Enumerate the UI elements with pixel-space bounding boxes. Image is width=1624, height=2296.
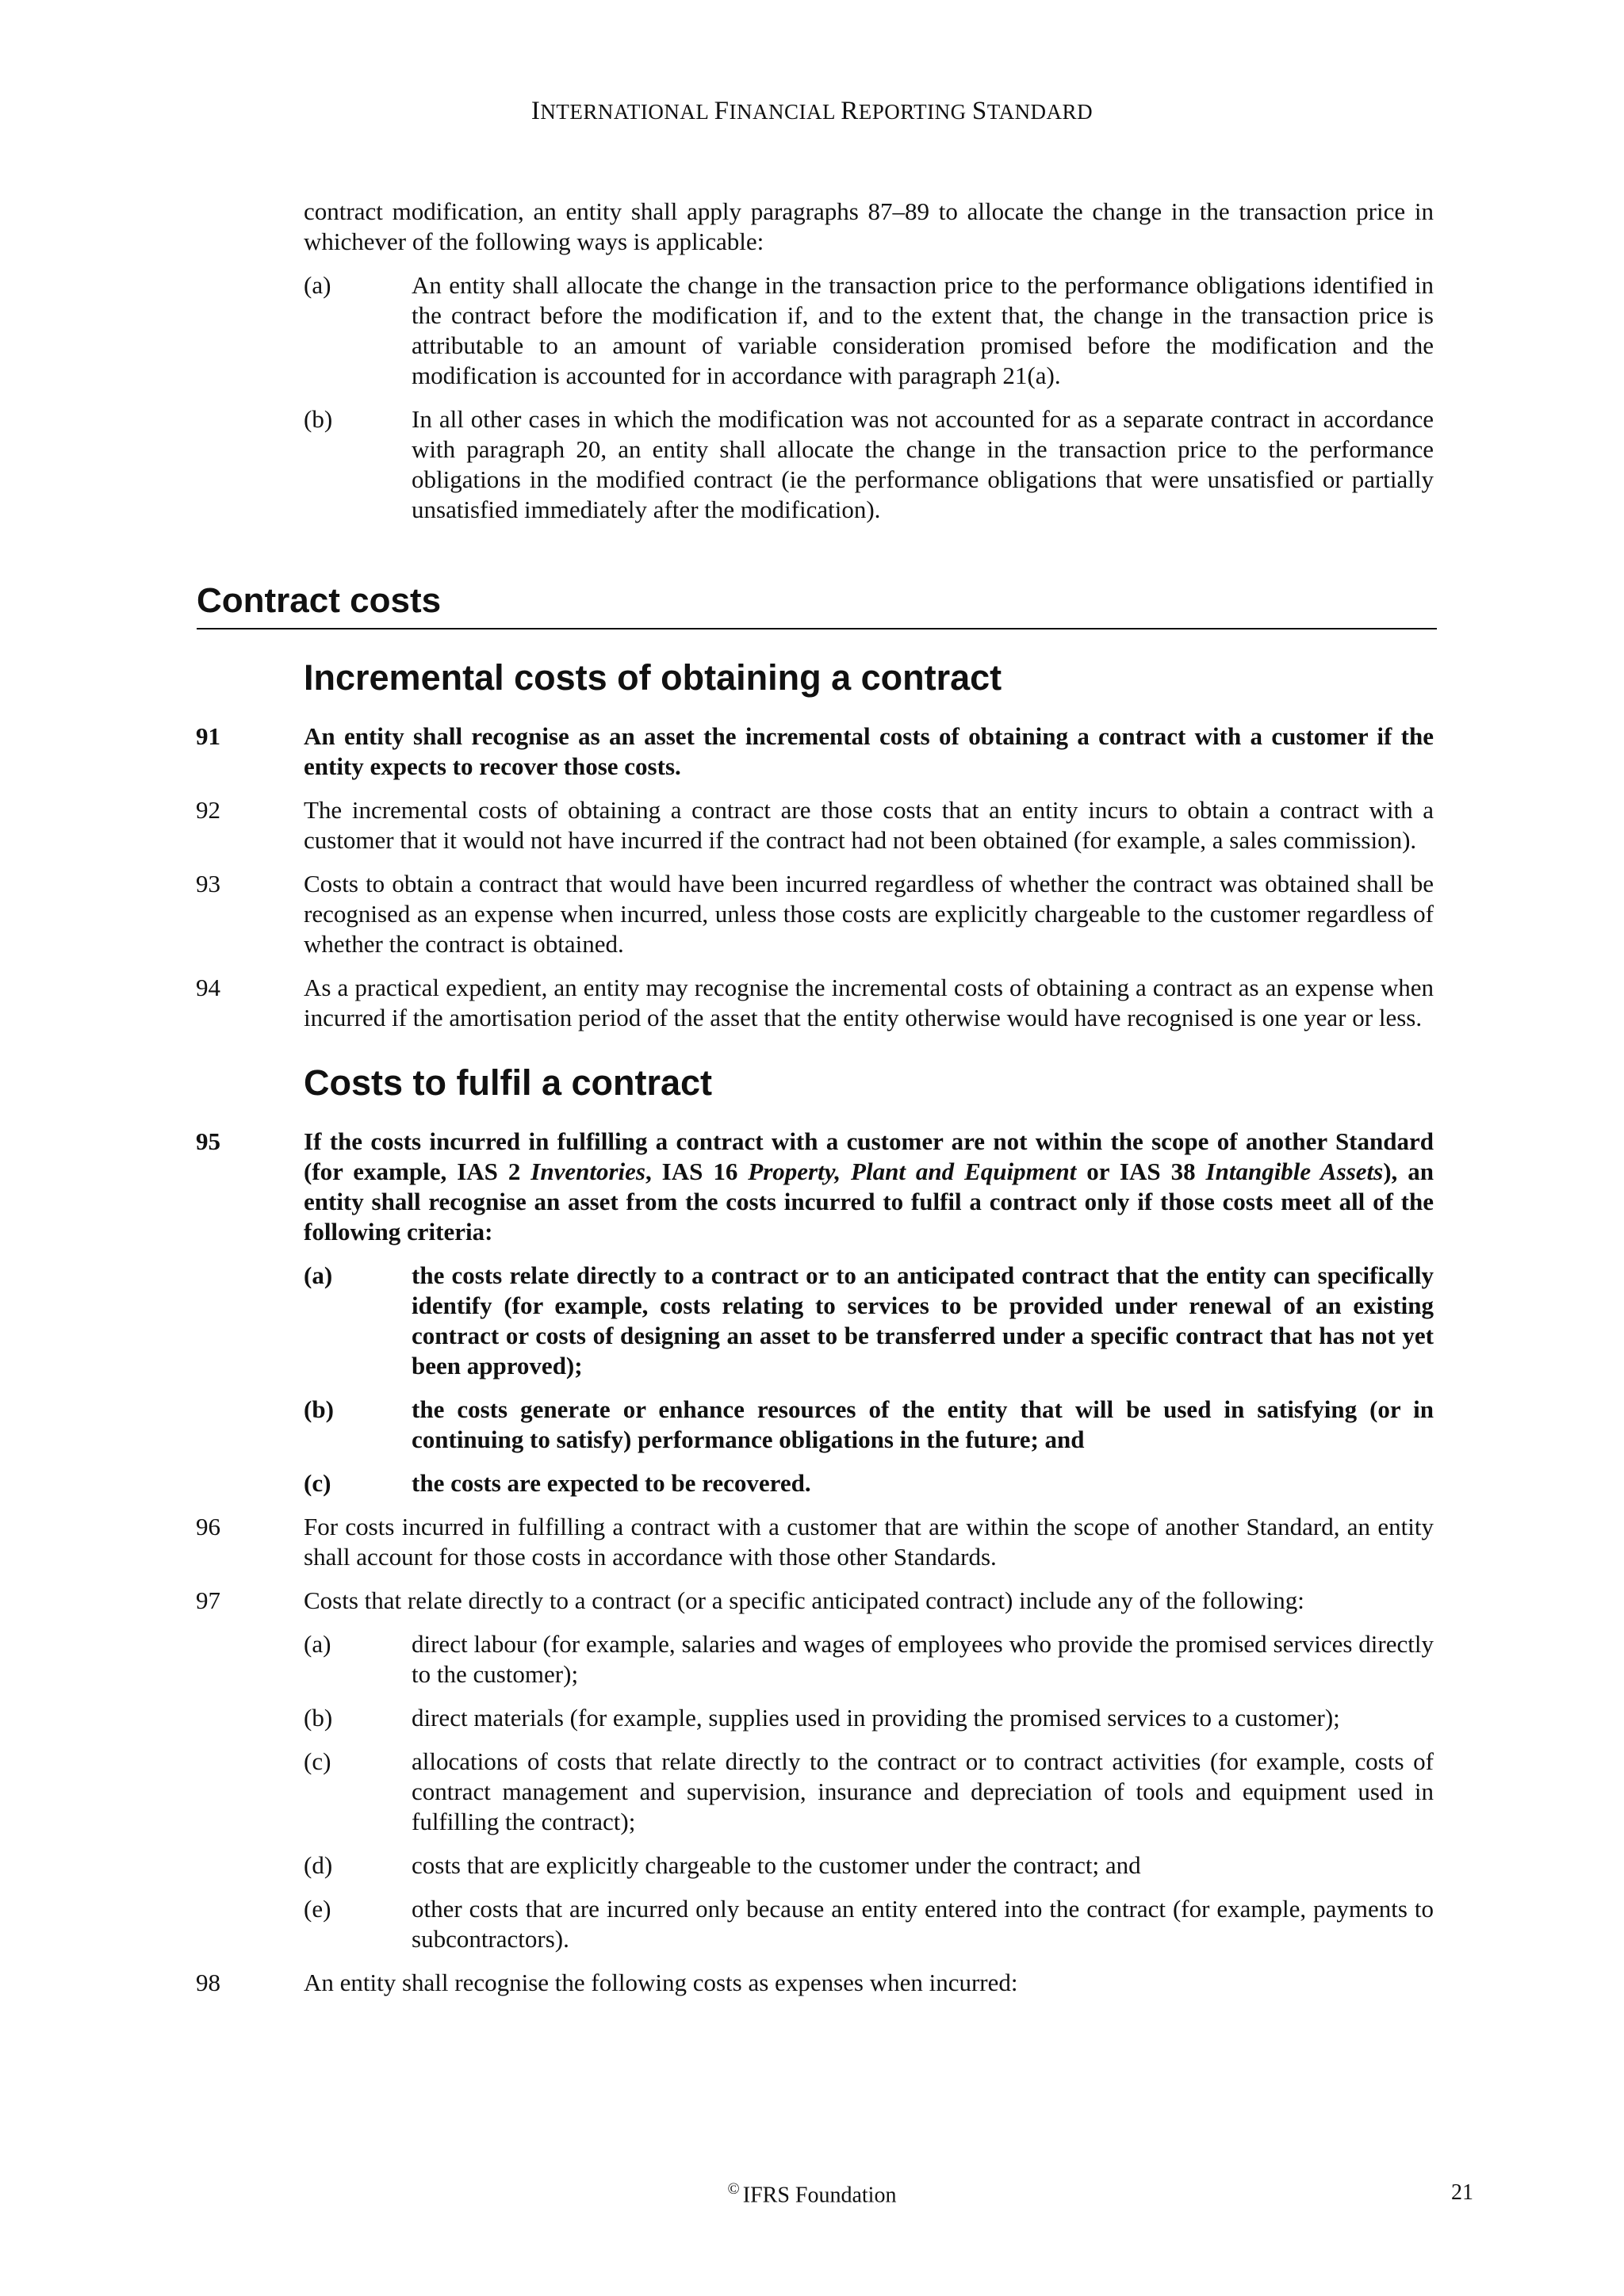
intro-paragraph: contract modification, an entity shall apply paragraphs 87–89 to allocate the change in the transaction price in whichever of the following ways is applicable: bbox=[304, 197, 1434, 255]
p97-item-c bbox=[304, 1747, 1434, 1837]
item-label: (d) bbox=[304, 1851, 333, 1879]
p97-item-a bbox=[304, 1629, 1434, 1689]
item-label: (b) bbox=[304, 1704, 333, 1732]
header-word-2: INANCIAL bbox=[729, 100, 835, 124]
item-text: the costs are expected to be recovered. bbox=[412, 1469, 811, 1497]
item-label: (a) bbox=[304, 1261, 333, 1289]
item-label: (c) bbox=[304, 1469, 331, 1497]
header-initial-2: F bbox=[714, 97, 730, 125]
paragraph-text-part: If the costs incurred in fulfilling a contract with a customer are not within the scope of another Standard (for example, IAS 2 bbox=[304, 1127, 1434, 1185]
intro-item-a bbox=[304, 270, 1434, 391]
paragraph-96 bbox=[196, 1512, 1434, 1572]
header-word-4: TANDARD bbox=[986, 100, 1094, 124]
header-word-3: EPORTING bbox=[858, 100, 967, 124]
item-label: (a) bbox=[304, 1630, 331, 1658]
paragraph-95 bbox=[196, 1127, 1434, 1247]
paragraph-number: 97 bbox=[196, 1586, 220, 1614]
item-text: allocations of costs that relate directly to the contract or to contract activities (for example, costs of contract management and supervision, insurance and depreciation of tools and equipment used in fulfilling the contract); bbox=[412, 1747, 1434, 1835]
standard-title: Inventories bbox=[530, 1158, 645, 1185]
paragraph-text: Costs to obtain a contract that would have been incurred regardless of whether the contract was obtained shall be recognised as an expense when incurred, unless those costs are explicitly chargeable to the customer regardless of whether the contract is obtained. bbox=[304, 870, 1434, 958]
paragraph-91 bbox=[196, 721, 1434, 782]
item-label: (a) bbox=[304, 271, 331, 299]
paragraph-94 bbox=[196, 973, 1434, 1033]
item-label: (b) bbox=[304, 1395, 334, 1423]
paragraph-number: 91 bbox=[196, 722, 220, 750]
p95-item-c bbox=[304, 1468, 1434, 1498]
header-word-1: NTERNATIONAL bbox=[540, 100, 709, 124]
item-text: other costs that are incurred only because an entity entered into the contract (for example, payments to subcontractors). bbox=[412, 1895, 1434, 1953]
paragraph-number: 92 bbox=[196, 796, 220, 824]
page-number: 21 bbox=[1451, 2180, 1473, 2205]
paragraph-text: Costs that relate directly to a contract (or a specific anticipated contract) include any of the following: bbox=[304, 1586, 1304, 1614]
item-label: (c) bbox=[304, 1747, 331, 1775]
subsection-heading-incremental: Incremental costs of obtaining a contract bbox=[304, 657, 1002, 698]
footer-org: IFRS Foundation bbox=[742, 2183, 897, 2208]
item-text: An entity shall allocate the change in the transaction price to the performance obligations identified in the contract before the modification if, and to the extent that, the change in the transaction price is attributable to an amount of variable consideration promised before the modification and the modification is accounted for in accordance with paragraph 21(a). bbox=[412, 271, 1434, 389]
paragraph-text: An entity shall recognise the following costs as expenses when incurred: bbox=[304, 1969, 1018, 1996]
paragraph-number: 94 bbox=[196, 974, 220, 1001]
paragraph-98 bbox=[196, 1968, 1434, 1998]
subsection-heading-fulfil: Costs to fulfil a contract bbox=[304, 1062, 713, 1103]
p97-item-d bbox=[304, 1850, 1434, 1881]
item-text: the costs generate or enhance resources of the entity that will be used in satisfying (or in continuing to satisfy) performance obligations in the future; and bbox=[412, 1395, 1434, 1453]
item-text: the costs relate directly to a contract or to an anticipated contract that the entity can specifically identify (for example, costs relating to services to be provided under renewal of an existing contract or costs of designing an asset to be transferred under a specific contract that has not yet been approved); bbox=[412, 1261, 1434, 1380]
paragraph-number: 93 bbox=[196, 870, 220, 897]
paragraph-text-part: or IAS 38 bbox=[1076, 1158, 1206, 1185]
p97-item-b bbox=[304, 1703, 1434, 1733]
item-text: direct materials (for example, supplies used in providing the promised services to a customer); bbox=[412, 1704, 1340, 1732]
p97-item-e bbox=[304, 1894, 1434, 1954]
p95-item-b bbox=[304, 1395, 1434, 1455]
intro-item-b bbox=[304, 404, 1434, 525]
paragraph-number: 95 bbox=[196, 1127, 220, 1155]
page-content bbox=[0, 197, 1624, 1998]
item-text: In all other cases in which the modification was not accounted for as a separate contract in accordance with paragraph 20, an entity shall allocate the change in the transaction price to the performance obligations in the modified contract (ie the performance obligations that were unsatisfied or partially unsatisfied immediately after the modification). bbox=[412, 405, 1434, 523]
standard-title: Property, Plant and Equipment bbox=[748, 1158, 1077, 1185]
section-heading: Contract costs bbox=[197, 580, 1437, 629]
paragraph-text: As a practical expedient, an entity may recognise the incremental costs of obtaining a contract as an expense when incurred if the amortisation period of the asset that the entity otherwise would have recognised is one year or less. bbox=[304, 974, 1434, 1031]
paragraph-number: 96 bbox=[196, 1513, 220, 1540]
standard-title: Intangible Assets bbox=[1205, 1158, 1384, 1185]
item-label: (b) bbox=[304, 405, 333, 433]
p95-item-a bbox=[304, 1261, 1434, 1381]
header-initial-3: R bbox=[841, 97, 859, 125]
paragraph-text: The incremental costs of obtaining a contract are those costs that an entity incurs to obtain a contract with a customer that it would not have incurred if the contract had not been obtained (for example, a sales commission). bbox=[304, 796, 1434, 854]
header-initial-1: I bbox=[530, 97, 541, 125]
paragraph-text-part: , IAS 16 bbox=[645, 1158, 749, 1185]
header-initial-4: S bbox=[971, 97, 987, 125]
item-text: costs that are explicitly chargeable to the customer under the contract; and bbox=[412, 1851, 1141, 1879]
paragraph-text: An entity shall recognise as an asset the incremental costs of obtaining a contract with a customer if the entity expects to recover those costs. bbox=[304, 722, 1434, 780]
paragraph-93 bbox=[196, 869, 1434, 959]
paragraph-text: For costs incurred in fulfilling a contract with a customer that are within the scope of another Standard, an entity shall account for those costs in accordance with those other Standards. bbox=[304, 1513, 1434, 1571]
paragraph-number: 98 bbox=[196, 1969, 220, 1996]
paragraph-92 bbox=[196, 795, 1434, 855]
paragraph-text-part: ), an entity shall recognise an asset from the costs incurred to fulfil a contract only if those costs meet all of the following criteria: bbox=[304, 1158, 1434, 1246]
item-text: direct labour (for example, salaries and wages of employees who provide the promised services directly to the customer); bbox=[412, 1630, 1434, 1688]
item-label: (e) bbox=[304, 1895, 331, 1923]
paragraph-97 bbox=[196, 1586, 1434, 1616]
footer-copyright bbox=[0, 2180, 1624, 2208]
running-header bbox=[0, 97, 1624, 126]
copyright-symbol: © bbox=[727, 2180, 740, 2198]
